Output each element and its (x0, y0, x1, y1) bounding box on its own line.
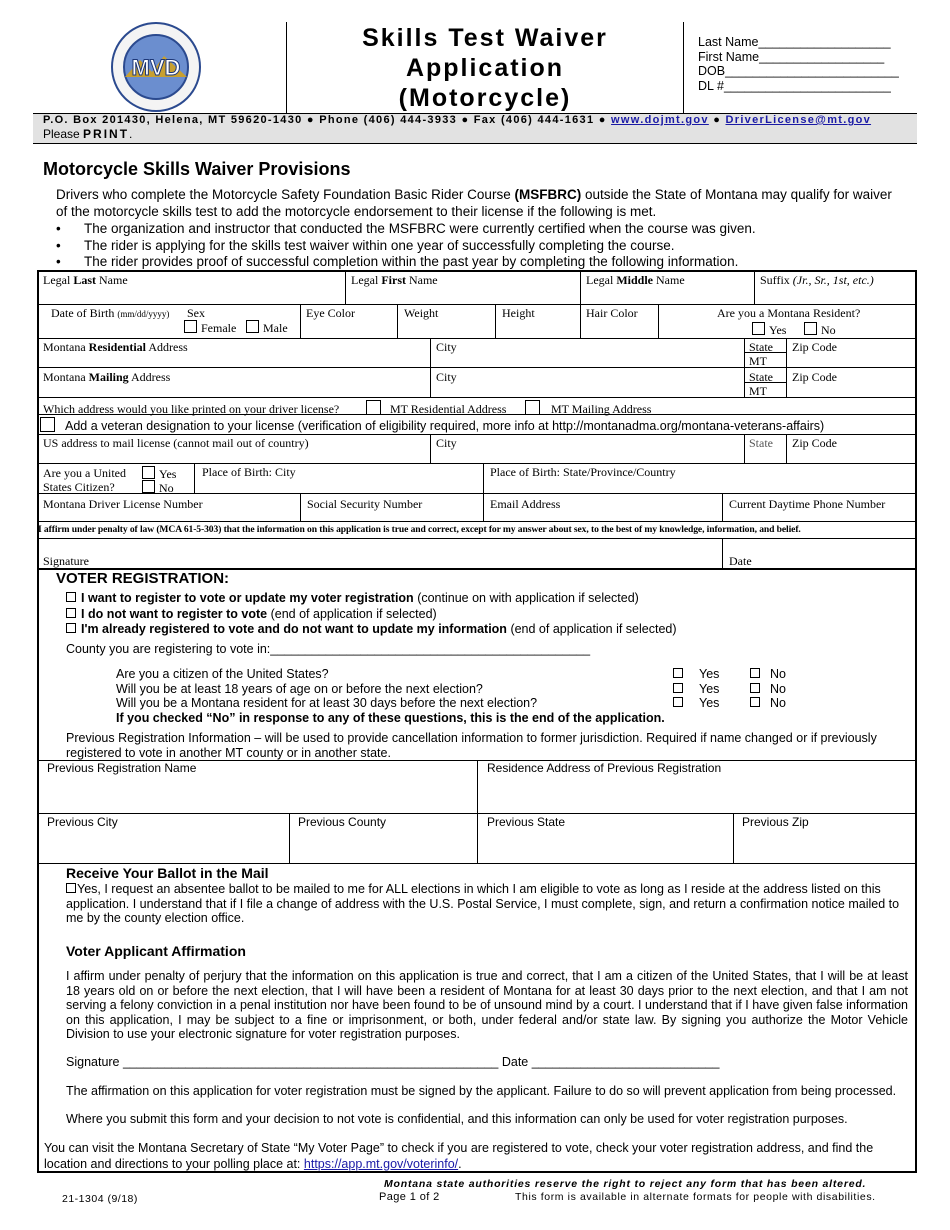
us-city-field[interactable]: City (436, 436, 457, 450)
previous-registration-info: Previous Registration Information – will be used to provide cancellation information to former jurisdiction. Required if name changed or if previously registered to vote in another MT county or in another state. (66, 731, 877, 760)
us-citizen-yes[interactable]: Yes (142, 466, 176, 481)
height-field[interactable]: Height (502, 306, 535, 320)
question-age: Will you be at least 18 years of age on or before the next election? (116, 681, 483, 696)
q2-yes-checkbox[interactable] (673, 683, 683, 693)
veteran-option[interactable]: Add a veteran designation to your license (verification of eligibility required, more info at http://montanadma.org/montana-veterans-affairs) (40, 417, 824, 433)
citizen-no-checkbox[interactable] (142, 480, 155, 493)
sex-male-option[interactable]: Male (246, 320, 288, 335)
register-option[interactable]: I want to register to vote or update my voter registration (continue on with application if selected) (66, 591, 677, 607)
confidential-note: Where you submit this form and your decision to not vote is confidential, and this information can only be used for voter registration purposes. (66, 1112, 848, 1126)
eligibility-questions (116, 667, 665, 725)
residential-option-checkbox[interactable] (366, 400, 381, 415)
svg-text:MVD: MVD (131, 55, 181, 80)
email-link[interactable]: DriverLicense@mt.gov (725, 114, 872, 126)
veteran-checkbox[interactable] (40, 417, 55, 432)
website-link[interactable]: www.dojmt.gov (611, 114, 709, 126)
citizen-yes-option[interactable]: Yes (673, 667, 719, 682)
previous-zip-field[interactable]: Previous Zip (742, 815, 809, 829)
affirmation-text: I affirm under penalty of law (MCA 61-5-303) that the information on this application is true and correct, except for my answer about sex, to the best of my knowledge, information, and belief. (38, 524, 801, 535)
header-id-fields (698, 35, 899, 93)
hair-color-field[interactable]: Hair Color (586, 306, 638, 320)
voter-affirmation-text: I affirm under penalty of perjury that the information on this application is true and correct, that I am a citizen of the United States, that I will be at least 18 years old on or before the next election, that I will have been a resident of Montana for at least 30 days prior to the next election, and that I am not serving a felony conviction in a penal institution nor have been found to be of unsound mind by a court. I understand that if I have given false information on this application, I may be subject to a fine or imprisonment, or both, under federal and/or state law. By signing you authorize the Motor Vehicle Division to use your electronic signature for voter registration purposes. (66, 969, 908, 1041)
voter-options (66, 591, 677, 638)
legal-first-name-field[interactable]: Legal First Name (351, 273, 438, 287)
previous-residence-field[interactable]: Residence Address of Previous Registration (487, 761, 722, 775)
mailing-state-label: State (749, 370, 773, 384)
sex-label: Sex (187, 306, 205, 320)
date-field[interactable]: Date (729, 554, 752, 568)
residency-yes-option[interactable]: Yes (673, 696, 719, 711)
male-checkbox[interactable] (246, 320, 259, 333)
previous-county-field[interactable]: Previous County (298, 815, 387, 829)
dob-field[interactable]: Date of Birth (mm/dd/yyyy) (51, 306, 170, 320)
already-registered-checkbox[interactable] (66, 623, 76, 633)
end-note: If you checked “No” in response to any of these questions, this is the end of the application. (116, 710, 665, 725)
residential-state-label: State (749, 340, 773, 354)
residential-state-value: MT (749, 354, 767, 368)
us-mailing-address-field[interactable]: US address to mail license (cannot mail out of country) (43, 436, 309, 450)
mailing-city-field[interactable]: City (436, 370, 457, 384)
q3-no-checkbox[interactable] (750, 697, 760, 707)
header-dob[interactable]: DOB_________________________ (698, 64, 899, 78)
q1-no-checkbox[interactable] (750, 668, 760, 678)
eligibility-yes-options (673, 667, 719, 711)
resident-no-checkbox[interactable] (804, 322, 817, 335)
mailing-address-field[interactable]: Montana Mailing Address (43, 370, 171, 384)
birth-state-field[interactable]: Place of Birth: State/Province/Country (490, 465, 676, 479)
us-citizen-question: Are you a United States Citizen? (43, 466, 126, 494)
county-field[interactable]: County you are registering to vote in:______________________________________________ (66, 642, 591, 656)
provisions-bullets (56, 221, 916, 271)
citizen-no-option[interactable]: No (750, 667, 786, 682)
affirmation-heading: Voter Applicant Affirmation (66, 943, 246, 959)
page-number: Page 1 of 2 (379, 1191, 440, 1203)
q1-yes-checkbox[interactable] (673, 668, 683, 678)
suffix-field[interactable]: Suffix (Jr., Sr., 1st, etc.) (760, 273, 874, 287)
mt-mailing-option[interactable]: MT Mailing Address (525, 400, 651, 416)
question-residency: Will you be a Montana resident for at least 30 days before the next election? (116, 696, 538, 710)
register-checkbox[interactable] (66, 592, 76, 602)
legal-last-name-field[interactable]: Legal Last Name (43, 273, 128, 287)
signature-field[interactable]: Signature (43, 554, 89, 568)
absentee-ballot-option[interactable]: Yes, I request an absentee ballot to be mailed to me for ALL elections in which I am eligible to vote as long as I reside at the address listed on this application. I understand that if I file a change of address with the U.S. Postal Service, I must complete, sign, and return a confirmation notice mailed to me by the county election office. (66, 882, 900, 925)
previous-name-field[interactable]: Previous Registration Name (47, 761, 197, 775)
no-register-checkbox[interactable] (66, 608, 76, 618)
us-citizen-no[interactable]: No (142, 480, 174, 495)
q3-yes-checkbox[interactable] (673, 697, 683, 707)
already-registered-option[interactable]: I'm already registered to vote and do not want to update my information (end of application if selected) (66, 622, 677, 638)
mvd-logo (108, 22, 204, 112)
provisions-heading: Motorcycle Skills Waiver Provisions (43, 159, 351, 179)
eligibility-no-options (750, 667, 786, 711)
no-register-option[interactable]: I do not want to register to vote (end of application if selected) (66, 607, 677, 623)
weight-field[interactable]: Weight (404, 306, 439, 320)
sex-female-option[interactable]: Female (184, 320, 236, 335)
eye-color-field[interactable]: Eye Color (306, 306, 355, 320)
citizen-yes-checkbox[interactable] (142, 466, 155, 479)
phone-field[interactable]: Current Daytime Phone Number (729, 497, 886, 511)
us-zip-field[interactable]: Zip Code (792, 436, 837, 450)
list-item: • The rider provides proof of successful completion within the past year by completing the following information. (56, 254, 739, 269)
alternate-formats-note: This form is available in alternate formats for people with disabilities. (515, 1191, 876, 1203)
dl-number-field[interactable]: Montana Driver License Number (43, 497, 203, 511)
ballot-heading: Receive Your Ballot in the Mail (66, 865, 269, 881)
voterinfo-link[interactable]: https://app.mt.gov/voterinfo/ (303, 1156, 459, 1171)
birth-city-field[interactable]: Place of Birth: City (202, 465, 296, 479)
list-item: • The rider is applying for the skills test waiver within one year of successfully completing the course. (56, 237, 675, 253)
mt-resident-question: Are you a Montana Resident? (717, 306, 861, 320)
previous-city-field[interactable]: Previous City (47, 815, 118, 829)
question-citizen: Are you a citizen of the United States? (116, 667, 329, 681)
mt-residential-option[interactable]: MT Residential Address (366, 400, 506, 416)
must-sign-note: The affirmation on this application for voter registration must be signed by the applicant. Failure to do so will prevent application from being processed. (66, 1084, 897, 1098)
female-checkbox[interactable] (184, 320, 197, 333)
contact-line: P.O. Box 201430, Helena, MT 59620-1430 ● Phone (406) 444-3933 ● Fax (406) 444-1631 ● www.dojmt.gov ● DriverLicense@mt.gov (43, 114, 872, 126)
please-print: Please PRINT. (43, 127, 133, 141)
email-field[interactable]: Email Address (490, 497, 561, 511)
voter-page-note: You can visit the Montana Secretary of State “My Voter Page” to check if you are registered to vote, check your voter registration address, and find the location and directions to your polling place at: https://app.mt.gov/voterinfo/. (44, 1141, 874, 1171)
list-item: • The organization and instructor that conducted the MSFBRC were currently certified when the course was given. (56, 221, 756, 236)
header-dl-number[interactable]: DL #________________________ (698, 78, 891, 93)
voter-signature-line[interactable]: Signature ______________________________________________________ Date ___________________________ (66, 1055, 720, 1069)
residential-city-field[interactable]: City (436, 340, 457, 354)
mt-resident-yes[interactable]: Yes (752, 322, 786, 337)
q2-no-checkbox[interactable] (750, 683, 760, 693)
residential-address-field[interactable]: Montana Residential Address (43, 340, 188, 354)
mailing-option-checkbox[interactable] (525, 400, 540, 415)
previous-state-field[interactable]: Previous State (487, 815, 566, 829)
header-last-name[interactable]: Last Name___________________ (698, 35, 891, 49)
resident-yes-checkbox[interactable] (752, 322, 765, 335)
form-number: 21-1304 (9/18) (62, 1193, 138, 1205)
form-title: Skills Test Waiver Application (Motorcycle) (362, 24, 608, 112)
legal-middle-name-field[interactable]: Legal Middle Name (586, 273, 685, 287)
header-first-name[interactable]: First Name__________________ (698, 49, 885, 64)
ssn-field[interactable]: Social Security Number (307, 497, 423, 511)
absentee-checkbox[interactable] (66, 883, 76, 893)
provisions-intro: Drivers who complete the Motorcycle Safety Foundation Basic Rider Course (MSFBRC) outside the State of Montana may qualify for waiver of the motorcycle skills test to add the motorcycle endorsement to their license if the following is met. (56, 187, 892, 219)
mt-resident-no[interactable]: No (804, 322, 836, 337)
age-yes-option[interactable]: Yes (673, 682, 719, 697)
mailing-zip-field[interactable]: Zip Code (792, 370, 837, 384)
which-address-question: Which address would you like printed on your driver license? (43, 402, 340, 416)
voter-registration-heading: VOTER REGISTRATION: (56, 570, 230, 587)
residential-zip-field[interactable]: Zip Code (792, 340, 837, 354)
mailing-state-value: MT (749, 384, 767, 398)
age-no-option[interactable]: No (750, 682, 786, 697)
us-state-field[interactable]: State (749, 436, 773, 450)
reserve-notice: Montana state authorities reserve the right to reject any form that has been altered. (384, 1178, 867, 1190)
residency-no-option[interactable]: No (750, 696, 786, 711)
